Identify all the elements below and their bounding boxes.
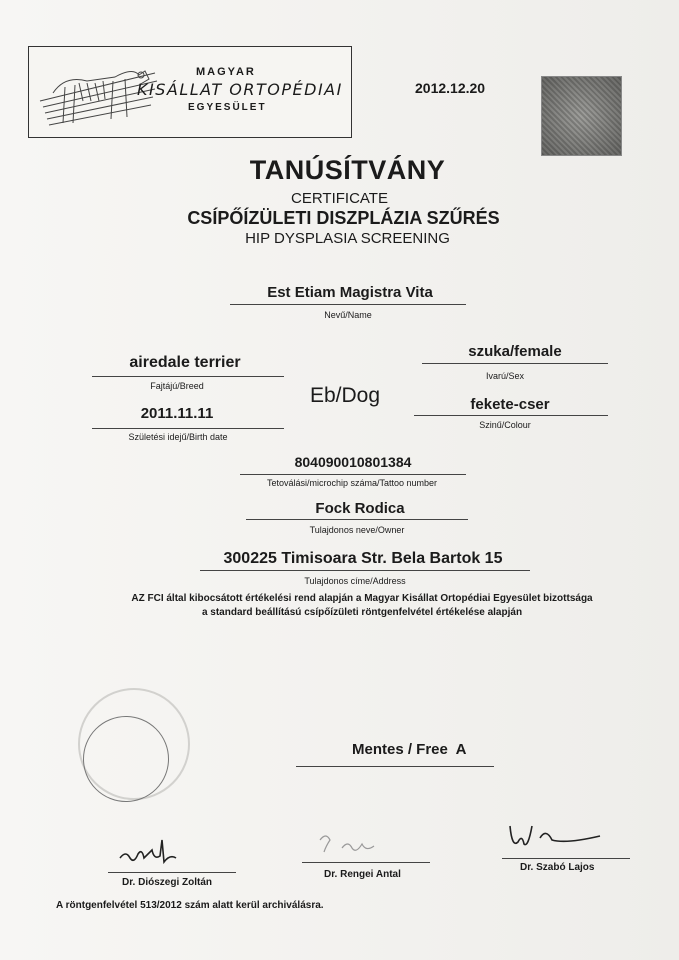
birth-date-value: 2011.11.11	[140, 405, 214, 422]
signature-line-3	[502, 858, 630, 859]
colour-value: fekete-cser	[470, 396, 550, 413]
colour-label: Szinű/Colour	[479, 420, 531, 430]
issue-date: 2012.12.20	[415, 80, 486, 96]
certificate-title-en: CERTIFICATE	[291, 190, 388, 207]
owner-line	[246, 519, 468, 520]
signature-dioszegi	[118, 832, 188, 866]
address-line	[200, 570, 530, 571]
species-value: Eb/Dog	[310, 384, 381, 407]
birth-date-line	[92, 428, 284, 429]
certificate-title: TANÚSÍTVÁNY	[249, 155, 446, 185]
breed-line	[92, 376, 284, 377]
screening-result: Mentes / Free A	[352, 741, 467, 758]
name-line	[230, 304, 466, 305]
owner-label: Tulajdonos neve/Owner	[309, 525, 405, 535]
stamp-inner-circle	[83, 716, 169, 802]
colour-line	[414, 415, 608, 416]
microchip-line	[240, 474, 466, 475]
logo-line-2: KISÁLLAT ORTOPÉDIAI	[137, 80, 343, 99]
association-logo	[28, 46, 352, 138]
certificate-subtitle-en: HIP DYSPLASIA SCREENING	[245, 230, 450, 247]
result-line	[296, 766, 494, 767]
sex-value: szuka/female	[468, 343, 562, 360]
signatory-1: Dr. Diószegi Zoltán	[122, 877, 213, 888]
signature-line-1	[108, 872, 236, 873]
certificate-subtitle: CSÍPŐÍZÜLETI DISZPLÁZIA SZŰRÉS	[187, 208, 500, 228]
statement-line-2: a standard beállítású csípőízületi röntgenfelvétel értékelése alapján	[201, 607, 523, 618]
signatory-2: Dr. Rengei Antal	[324, 869, 401, 880]
sex-label: Ivarú/Sex	[485, 371, 525, 381]
sex-line	[422, 363, 608, 364]
signature-rengei	[316, 826, 386, 860]
association-stamp	[78, 688, 190, 800]
breed-label: Fajtájú/Breed	[150, 381, 204, 391]
microchip-value: 804090010801384	[294, 454, 412, 470]
name-label: Nevű/Name	[324, 310, 372, 320]
address-label: Tulajdonos címe/Address	[304, 576, 406, 586]
breed-value: airedale terrier	[129, 354, 241, 371]
statement-line-1: AZ FCI által kibocsátott értékelési rend alapján a Magyar Kisállat Ortopédiai Egyesület bizottsága	[131, 593, 593, 604]
microchip-label: Tetoválási/microchip száma/Tattoo number	[266, 478, 438, 488]
archive-note: A röntgenfelvétel 513/2012 szám alatt kerül archiválásra.	[56, 900, 324, 911]
signatory-3: Dr. Szabó Lajos	[520, 862, 595, 873]
signature-line-2	[302, 862, 430, 863]
logo-line-1: MAGYAR	[196, 66, 256, 78]
birth-date-label: Születési idejű/Birth date	[128, 432, 228, 442]
address-value: 300225 Timisoara Str. Bela Bartok 15	[223, 550, 503, 567]
dog-name: Est Etiam Magistra Vita	[267, 284, 433, 301]
hologram-seal	[541, 76, 622, 156]
logo-line-3: EGYESÜLET	[188, 102, 267, 113]
owner-value: Fock Rodica	[315, 500, 405, 517]
signature-szabo	[506, 818, 602, 858]
